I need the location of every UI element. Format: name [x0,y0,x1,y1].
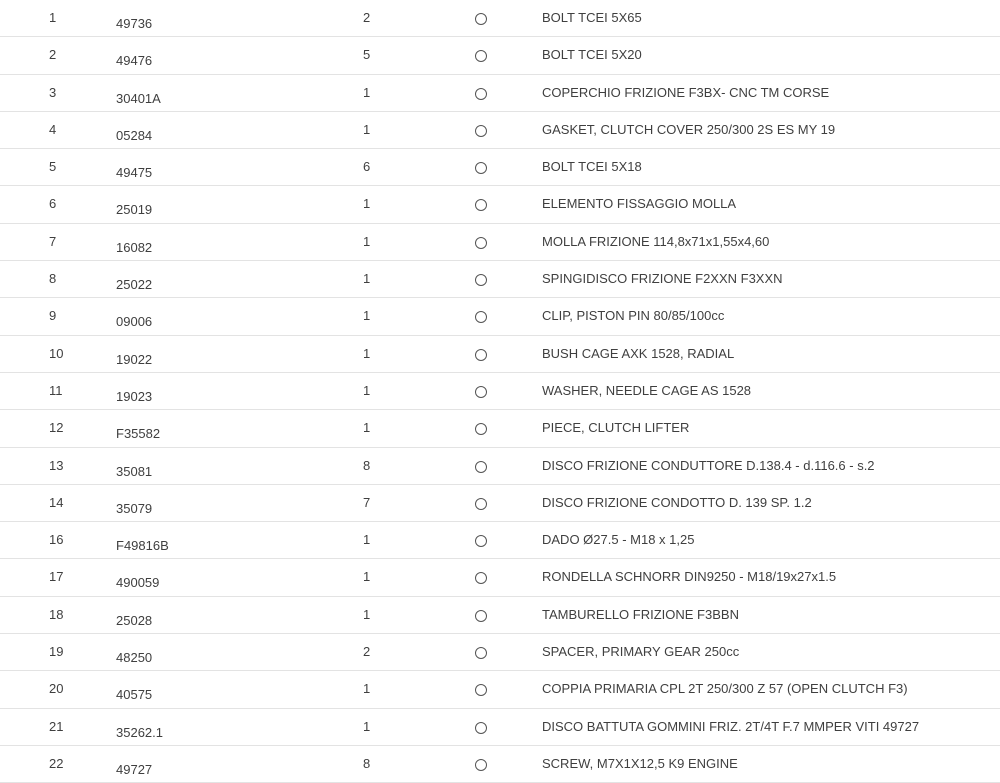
table-row [0,0,1000,37]
part-code: 09006 [116,314,153,330]
select-radio-icon[interactable] [475,498,487,510]
part-description: DISCO FRIZIONE CONDOTTO D. 139 SP. 1.2 [542,494,812,510]
position-number: 7 [49,233,57,249]
quantity: 8 [363,457,371,473]
position-number: 6 [49,196,57,212]
select-radio-icon[interactable] [475,461,487,473]
part-description: TAMBURELLO FRIZIONE F3BBN [542,606,739,622]
part-code: 16082 [116,239,153,255]
table-row [0,448,1000,485]
select-radio-icon[interactable] [475,722,487,734]
position-number: 8 [49,271,57,287]
position-number: 1 [49,10,57,25]
part-description: ELEMENTO FISSAGGIO MOLLA [542,196,737,212]
select-radio-icon[interactable] [475,610,487,622]
quantity: 1 [363,233,371,249]
table-row [0,224,1000,261]
table-row [0,336,1000,373]
quantity: 1 [363,681,371,697]
quantity: 6 [363,159,371,175]
select-radio-icon[interactable] [475,237,487,249]
table-row [0,298,1000,335]
position-number: 11 [49,382,63,398]
select-radio-icon[interactable] [475,50,487,62]
part-description: DISCO FRIZIONE CONDUTTORE D.138.4 - d.116.6 - s.2 [542,457,875,473]
select-radio-icon[interactable] [475,199,487,211]
quantity: 1 [363,345,371,361]
part-code: F49816B [116,538,169,554]
quantity: 8 [363,755,371,771]
position-number: 18 [49,606,64,622]
part-code: 05284 [116,127,153,143]
table-row [0,373,1000,410]
select-radio-icon[interactable] [475,647,487,659]
table-row [0,149,1000,186]
part-code: 490059 [116,575,160,591]
select-radio-icon[interactable] [475,274,487,286]
quantity: 1 [363,420,371,436]
part-description: COPPIA PRIMARIA CPL 2T 250/300 Z 57 (OPEN CLUTCH F3) [542,681,908,697]
part-code: 49476 [116,53,153,69]
part-code: 49727 [116,761,153,777]
part-description: WASHER, NEEDLE CAGE AS 1528 [542,382,752,398]
part-description: BOLT TCEI 5X18 [542,159,642,175]
part-description: CLIP, PISTON PIN 80/85/100cc [542,308,725,324]
part-description: BUSH CAGE AXK 1528, RADIAL [542,345,735,361]
select-radio-icon[interactable] [475,88,487,100]
select-radio-icon[interactable] [475,535,487,547]
quantity: 1 [363,606,371,622]
table-row [0,112,1000,149]
part-description: SPINGIDISCO FRIZIONE F2XXN F3XXN [542,271,783,287]
table-row [0,522,1000,559]
part-code: 35079 [116,500,153,516]
quantity: 1 [363,718,371,734]
position-number: 2 [49,47,57,63]
select-radio-icon[interactable] [475,125,487,137]
part-description: GASKET, CLUTCH COVER 250/300 2S ES MY 19 [542,121,836,137]
quantity: 1 [363,308,371,324]
quantity: 7 [363,494,371,510]
position-number: 12 [49,420,64,436]
part-description: PIECE, CLUTCH LIFTER [542,420,690,436]
select-radio-icon[interactable] [475,13,487,25]
position-number: 14 [49,494,64,510]
part-description: DADO Ø27.5 - M18 x 1,25 [542,532,695,548]
quantity: 1 [363,532,371,548]
table-row [0,410,1000,447]
table-row [0,261,1000,298]
table-row [0,37,1000,74]
position-number: 10 [49,345,64,361]
part-description: SPACER, PRIMARY GEAR 250cc [542,644,740,660]
select-radio-icon[interactable] [475,349,487,361]
part-description: RONDELLA SCHNORR DIN9250 - M18/19x27x1.5 [542,569,837,585]
table-row [0,746,1000,783]
part-description: BOLT TCEI 5X20 [542,47,642,63]
part-description: BOLT TCEI 5X65 [542,10,642,25]
quantity: 2 [363,10,371,25]
part-description: MOLLA FRIZIONE 114,8x71x1,55x4,60 [542,233,770,249]
part-code: 49475 [116,165,153,181]
table-row [0,485,1000,522]
part-code: 48250 [116,650,153,666]
quantity: 5 [363,47,371,63]
position-number: 4 [49,121,57,137]
part-description: SCREW, M7X1X12,5 K9 ENGINE [542,755,738,771]
position-number: 20 [49,681,64,697]
part-code: 25022 [116,277,153,293]
position-number: 21 [49,718,64,734]
quantity: 1 [363,121,371,137]
select-radio-icon[interactable] [475,162,487,174]
table-row [0,709,1000,746]
part-code: 25019 [116,202,153,218]
position-number: 17 [49,569,64,585]
table-row [0,634,1000,671]
position-number: 19 [49,644,64,660]
part-code: F35582 [116,426,161,442]
part-code: 30401A [116,90,161,106]
position-number: 5 [49,159,57,175]
position-number: 16 [49,532,64,548]
part-description: DISCO BATTUTA GOMMINI FRIZ. 2T/4T F.7 MMPER VITI 49727 [542,718,920,734]
part-description: COPERCHIO FRIZIONE F3BX- CNC TM CORSE [542,84,830,100]
part-code: 35262.1 [116,724,163,740]
table-row [0,671,1000,708]
select-radio-icon[interactable] [475,759,487,771]
select-radio-icon[interactable] [475,572,487,584]
table-row [0,186,1000,223]
position-number: 22 [49,755,64,771]
part-code: 19023 [116,388,153,404]
quantity: 1 [363,382,371,398]
part-code: 40575 [116,687,153,703]
part-code: 49736 [116,16,153,31]
quantity: 1 [363,569,371,585]
table-row [0,75,1000,112]
quantity: 2 [363,644,371,660]
select-radio-icon[interactable] [475,386,487,398]
select-radio-icon[interactable] [475,311,487,323]
quantity: 1 [363,271,371,287]
quantity: 1 [363,196,371,212]
position-number: 3 [49,84,57,100]
select-radio-icon[interactable] [475,423,487,435]
part-code: 19022 [116,351,153,367]
table-row [0,559,1000,596]
quantity: 1 [363,84,371,100]
part-code: 25028 [116,612,153,628]
table-row [0,597,1000,634]
position-number: 13 [49,457,64,473]
position-number: 9 [49,308,57,324]
select-radio-icon[interactable] [475,684,487,696]
part-code: 35081 [116,463,153,479]
